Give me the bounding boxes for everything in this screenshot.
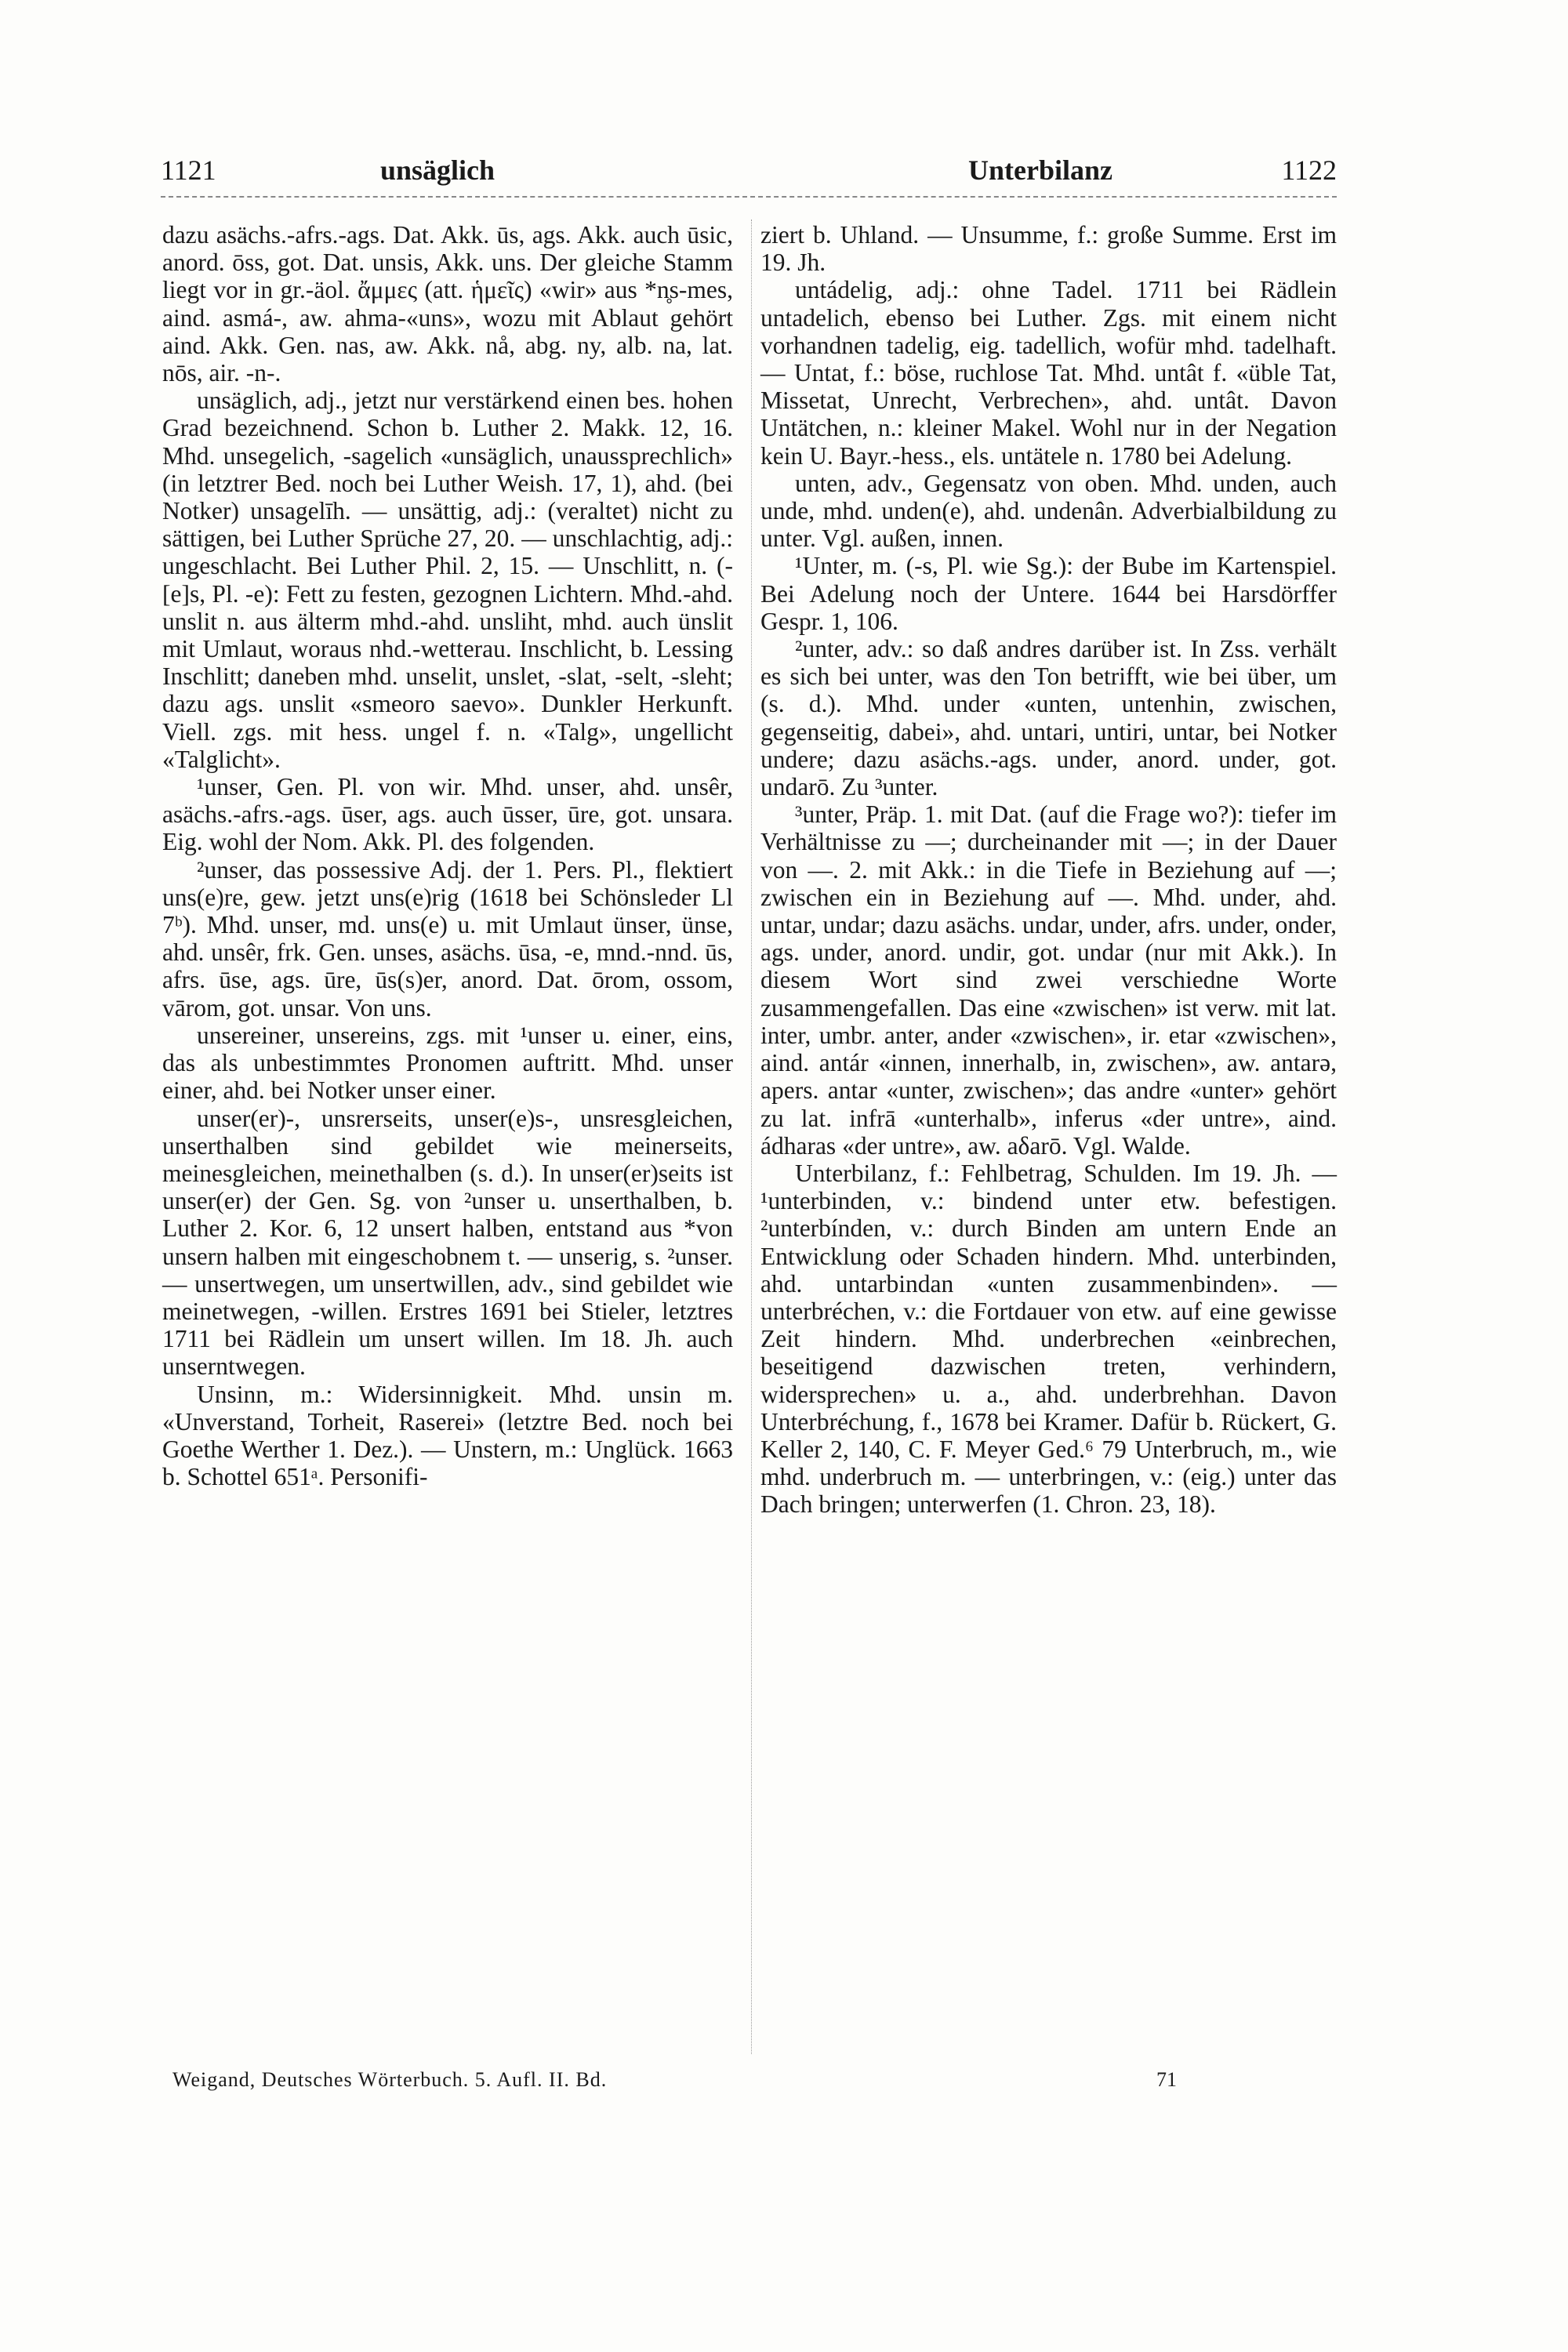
entry-untadelig: untádelig, adj.: ohne Tadel. 1711 bei Rädlein untadelich, ebenso bei Luther. Zgs. mit einem nicht vorhandnen tadelig, eig. tadellich, wofür mhd. tadelhaft. — Untat, f.: böse, ruchlose Tat. Mhd. untât f. «üble Tat, Missetat, Unrecht, Verbrechen», ahd. untât. Davon Untätchen, n.: kleiner Makel. Wohl nur in der Negation kein U. Bayr.-hess., els. untätele n. 1780 bei Adelung. [760, 276, 1337, 470]
entry-unsereiner: unsereiner, unsereins, zgs. mit ¹unser u. einer, eins, das als unbestimmtes Pronomen auftritt. Mhd. unser einer, ahd. bei Notker unser einer. [162, 1021, 733, 1105]
right-guide-word: Unterbilanz [968, 154, 1112, 186]
entry-unserer-compounds: unser(er)-, unsrerseits, unser(e)s-, unsresgleichen, unserthalben sind gebildet wie meinerseits, meinesgleichen, meinethalben (s. d.). In unser(er)seits ist unser(er) der Gen. Sg. von ²unser u. unserthalben, b. Luther 2. Kor. 6, 12 unsert halben, entstand aus *von unsern halben mit eingeschobnem t. — unserig, s. ²unser. — unsertwegen, um unsertwillen, adv., sind gebildet wie meinetwegen, -willen. Erstres 1691 bei Stieler, letztres 1711 bei Rädlein um unsert willen. Im 18. Jh. auch unserntwegen. [162, 1104, 733, 1381]
entry-unser-1: ¹unser, Gen. Pl. von wir. Mhd. unser, ahd. unsêr, asächs.-afrs.-ags. ūser, ags. auch ūsser, ūre, got. unsara. Eig. wohl der Nom. Akk. Pl. des folgenden. [162, 773, 733, 856]
entry-unsinn: Unsinn, m.: Widersinnigkeit. Mhd. unsin m. «Unverstand, Torheit, Raserei» (letztre Bed. noch bei Goethe Werther 1. Dez.). — Unstern, m.: Unglück. 1663 b. Schottel 651ᵃ. Personifi- [162, 1380, 733, 1491]
column-divider [751, 220, 752, 2054]
left-guide-word: unsäglich [380, 154, 495, 186]
entry-unter-3: ³unter, Präp. 1. mit Dat. (auf die Frage wo?): tiefer im Verhältnisse zu —; durcheinander mit —; in der Dauer von —. 2. mit Akk.: in die Tiefe in Beziehung auf —; zwischen ein in Beziehung auf —. Mhd. under, ahd. untar, undar; dazu asächs. undar, under, afrs. under, onder, ags. under, anord. undir, got. undar (nur mit Akk.). In diesem Wort sind zwei verschiedne Worte zusammengefallen. Das eine «zwischen» ist verw. mit lat. inter, umbr. anter, ander «zwischen», ir. etar «zwischen», aind. antár «innen, innerhalb, in, zwischen», aw. antarə, apers. antar «unter, zwischen»; das andre «unter» gehört zu lat. infrā «unterhalb», inferus «der untre», aind. ádharas «der untre», aw. aδarō. Vgl. Walde. [760, 800, 1337, 1160]
entry-unser-2: ²unser, das possessive Adj. der 1. Pers. Pl., flektiert uns(e)re, gew. jetzt uns(e)rig (1618 bei Schönsleder Ll 7ᵇ). Mhd. unser, md. uns(e) u. mit Umlaut ünser, ünse, ahd. unsêr, frk. Gen. unses, asächs. ūsa, -e, mnd.-nnd. ūs, afrs. ūse, ags. ūre, ūs(s)er, anord. Dat. ōrom, ossom, vārom, got. unsar. Von uns. [162, 855, 733, 1022]
entry-unterbilanz: Unterbilanz, f.: Fehlbetrag, Schulden. Im 19. Jh. — ¹unterbinden, v.: bindend unter etw. befestigen. ²unterbínden, v.: durch Binden am untern Ende an Entwicklung oder Schaden hindern. Mhd. unterbinden, ahd. untarbindan «unten zusammenbinden». — unterbréchen, v.: die Fortdauer von etw. auf eine gewisse Zeit hindern. Mhd. underbrechen «einbrechen, beseitigend dazwischen treten, verhindern, widersprechen» u. a., ahd. underbrehhan. Davon Unterbréchung, f., 1678 bei Kramer. Dafür b. Rückert, G. Keller 2, 140, C. F. Meyer Ged.⁶ 79 Unterbruch, m., wie mhd. underbruch m. — unterbringen, v.: (eig.) unter das Dach bringen; unterwerfen (1. Chron. 23, 18). [760, 1159, 1337, 1519]
entry-unter-1: ¹Unter, m. (-s, Pl. wie Sg.): der Bube im Kartenspiel. Bei Adelung noch der Untere. 1644 bei Harsdörffer Gespr. 1, 106. [760, 552, 1337, 635]
entry-unten: unten, adv., Gegensatz von oben. Mhd. unden, auch unde, mhd. unden(e), ahd. undenân. Adverbialbildung zu unter. Vgl. außen, innen. [760, 469, 1337, 553]
right-page-number: 1122 [1281, 154, 1337, 186]
signature-mark: 71 [1156, 2068, 1177, 2091]
left-column [162, 221, 733, 1490]
right-column [760, 221, 1337, 1519]
running-header [161, 154, 1337, 194]
entry-unsaeglich: unsäglich, adj., jetzt nur verstärkend einen bes. hohen Grad bezeichnend. Schon b. Luther 2. Makk. 12, 16. Mhd. unsegelich, -sagelich «unsäglich, unaussprechlich» (in letztrer Bed. noch bei Luther Weish. 17, 1), ahd. (bei Notker) unsagelīh. — unsättig, adj.: (veraltet) nicht zu sättigen, bei Luther Sprüche 27, 20. — unschlachtig, adj.: ungeschlacht. Bei Luther Phil. 2, 15. — Unschlitt, n. (-[e]s, Pl. -e): Fett zu festen, gezognen Lichtern. Mhd.-ahd. unslit n. aus älterm mhd.-ahd. unsliht, mhd. auch ünslit mit Umlaut, woraus nhd.-wetterau. Inschlicht, b. Lessing Inschlitt; daneben mhd. unselit, unslet, -slat, -selt, -sleht; dazu ags. unslit «smeoro saevo». Dunkler Herkunft. Viell. zgs. mit hess. ungel f. n. «Talg», ungellicht «Talglicht». [162, 387, 733, 773]
entry-unter-2: ²unter, adv.: so daß andres darüber ist. In Zss. verhält es sich bei unter, was den Ton betrifft, wie bei über, um (s. d.). Mhd. under «unten, untenhin, zwischen, gegenseitig, dabei», ahd. untari, untiri, untar, bei Notker undere; dazu asächs.-ags. under, anord. under, got. undarō. Zu ³unter. [760, 635, 1337, 801]
footer-citation: Weigand, Deutsches Wörterbuch. 5. Aufl. II. Bd. [172, 2068, 608, 2091]
left-page-number: 1121 [161, 154, 216, 186]
page-footer [172, 2068, 1333, 2100]
entry-continuation: dazu asächs.-afrs.-ags. Dat. Akk. ūs, ags. Akk. auch ūsic, anord. ōss, got. Dat. unsis, Akk. uns. Der gleiche Stamm liegt vor in gr.-äol. ἄμμες (att. ἡμεῖς) «wir» aus *n̥s-mes, aind. asmá-, aw. ahma-«uns», wozu mit Ablaut gehört aind. Akk. Gen. nas, aw. Akk. nå, abg. ny, alb. na, lat. nōs, air. -n-. [162, 221, 733, 387]
header-rule [161, 196, 1337, 198]
entry-continuation-right: ziert b. Uhland. — Unsumme, f.: große Summe. Erst im 19. Jh. [760, 221, 1337, 277]
